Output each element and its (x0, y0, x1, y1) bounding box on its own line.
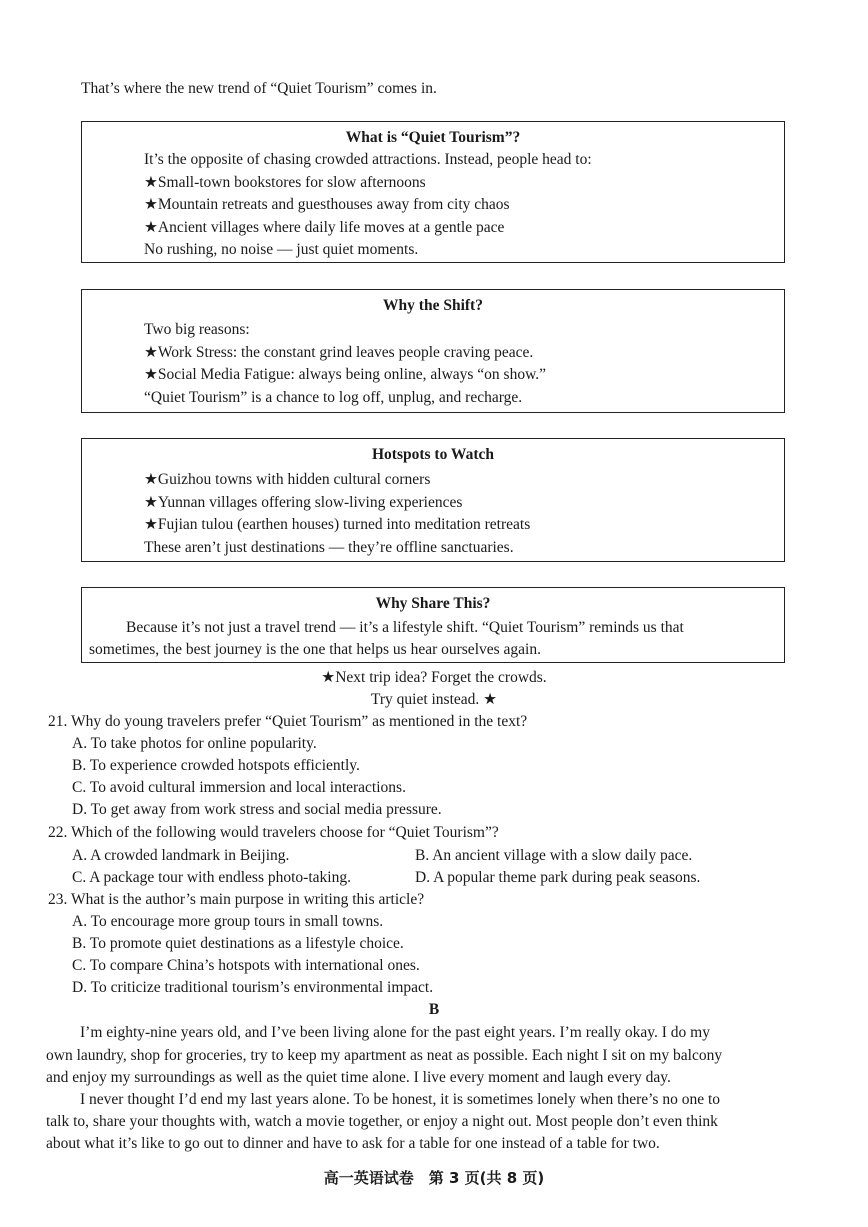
question-23-stem: 23. What is the author’s main purpose in writing this article? (48, 891, 425, 908)
question-23-option-d: D. To criticize traditional tourism’s environmental impact. (72, 979, 434, 996)
what-line: It’s the opposite of chasing crowded attractions. Instead, people head to: (144, 151, 592, 168)
passage-b-line: and enjoy my surroundings as well as the quiet time alone. I live every moment and laugh every day. (46, 1069, 671, 1086)
hotspots-line: These aren’t just destinations — they’re offline sanctuaries. (144, 539, 514, 556)
what-is-box (81, 121, 785, 263)
question-23-option-b: B. To promote quiet destinations as a lifestyle choice. (72, 935, 404, 952)
what-bullet: ★Mountain retreats and guesthouses away from city chaos (144, 196, 510, 213)
why-line: “Quiet Tourism” is a chance to log off, unplug, and recharge. (144, 389, 523, 406)
hotspots-bullet: ★Guizhou towns with hidden cultural corners (144, 471, 431, 488)
intro-text: That’s where the new trend of “Quiet Tourism” comes in. (81, 80, 437, 97)
question-22-option-d: D. A popular theme park during peak seasons. (415, 869, 701, 886)
question-22-option-c: C. A package tour with endless photo-taking. (72, 869, 351, 886)
question-22-stem: 22. Which of the following would travelers choose for “Quiet Tourism”? (48, 824, 499, 841)
question-22-option-b: B. An ancient village with a slow daily pace. (415, 847, 693, 864)
why-bullet: ★Work Stress: the constant grind leaves people craving peace. (144, 344, 534, 361)
closing-line: Try quiet instead. ★ (370, 691, 498, 708)
what-is-title: What is “Quiet Tourism”? (345, 129, 521, 146)
why-share-title: Why Share This? (375, 595, 491, 612)
why-bullet: ★Social Media Fatigue: always being online, always “on show.” (144, 366, 547, 383)
why-share-box (81, 587, 785, 663)
passage-b-line: own laundry, shop for groceries, try to keep my apartment as neat as possible. Each night I sit on my balcony (46, 1047, 723, 1064)
question-21-stem: 21. Why do young travelers prefer “Quiet Tourism” as mentioned in the text? (48, 713, 528, 730)
question-21-option-d: D. To get away from work stress and social media pressure. (72, 801, 442, 818)
what-bullet: ★Small-town bookstores for slow afternoons (144, 174, 426, 191)
share-line: Because it’s not just a travel trend — it’s a lifestyle shift. “Quiet Tourism” reminds us that (126, 619, 684, 636)
closing-line: ★Next trip idea? Forget the crowds. (321, 669, 547, 686)
why-line: Two big reasons: (144, 321, 250, 338)
hotspots-bullet: ★Yunnan villages offering slow-living experiences (144, 494, 463, 511)
hotspots-box (81, 438, 785, 562)
page-footer: 高一英语试卷 第 3 页(共 8 页) (323, 1169, 545, 1187)
question-23-option-c: C. To compare China’s hotspots with international ones. (72, 957, 420, 974)
what-bullet: ★Ancient villages where daily life moves at a gentle pace (144, 219, 505, 236)
question-21-option-b: B. To experience crowded hotspots efficiently. (72, 757, 360, 774)
question-21-option-c: C. To avoid cultural immersion and local interactions. (72, 779, 406, 796)
passage-b-line: I’m eighty-nine years old, and I’ve been living alone for the past eight years. I’m really okay. I do my (80, 1024, 710, 1041)
question-22-option-a: A. A crowded landmark in Beijing. (72, 847, 290, 864)
passage-b-line: talk to, share your thoughts with, watch a movie together, or enjoy a night out. Most people don’t even think (46, 1113, 718, 1130)
question-21-option-a: A. To take photos for online popularity. (72, 735, 317, 752)
share-line: sometimes, the best journey is the one that helps us hear ourselves again. (89, 641, 541, 658)
hotspots-bullet: ★Fujian tulou (earthen houses) turned into meditation retreats (144, 516, 531, 533)
passage-b-line: about what it’s like to go out to dinner and have to ask for a table for one instead of a table for two. (46, 1135, 660, 1152)
what-line: No rushing, no noise — just quiet moments. (144, 241, 419, 258)
why-shift-box (81, 289, 785, 413)
passage-b-line: I never thought I’d end my last years alone. To be honest, it is sometimes lonely when there’s no one to (80, 1091, 721, 1108)
question-23-option-a: A. To encourage more group tours in small towns. (72, 913, 384, 930)
why-shift-title: Why the Shift? (383, 297, 483, 314)
section-b-heading: B (428, 1001, 440, 1018)
hotspots-title: Hotspots to Watch (371, 446, 494, 463)
